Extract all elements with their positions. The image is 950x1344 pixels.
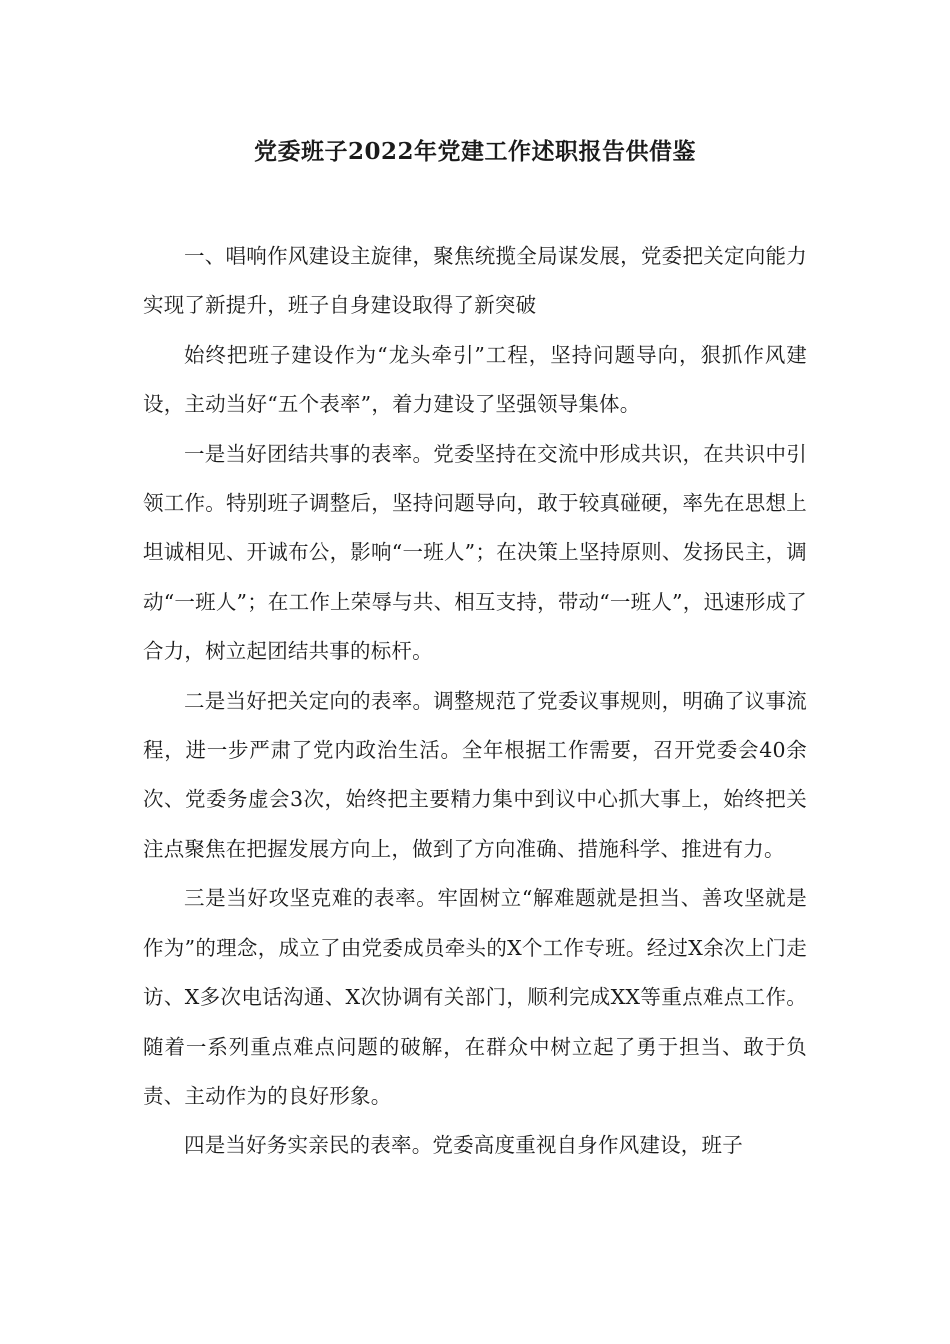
paragraph-point-two: 二是当好把关定向的表率。调整规范了党委议事规则，明确了议事流程，进一步严肃了党内政治生活。全年根据工作需要，召开党委会40余次、党委务虚会3次，始终把主要精力集中到议中心抓大事上，始终把关注点聚焦在把握发展方向上，做到了方向准确、措施科学、推进有力。 <box>143 688 807 861</box>
paragraph-point-one: 一是当好团结共事的表率。党委坚持在交流中形成共识，在共识中引领工作。特别班子调整后，坚持问题导向，敢于较真碰硬，率先在思想上坦诚相见、开诚布公，影响“一班人”；在决策上坚持原则、发扬民主，调动“一班人”；在工作上荣辱与共、相互支持，带动“一班人”，迅速形成了合力，树立起团结共事的标杆。 <box>143 441 807 664</box>
paragraph-point-three: 三是当好攻坚克难的表率。牢固树立“解难题就是担当、善攻坚就是作为”的理念，成立了由党委成员牵头的X个工作专班。经过X余次上门走访、X多次电话沟通、X次协调有关部门，顺利完成XX等重点难点工作。随着一系列重点难点问题的破解，在群众中树立起了勇于担当、敢于负责、主动作为的良好形象。 <box>143 886 807 1108</box>
document-title: 党委班子2022年党建工作述职报告供借鉴 <box>253 138 696 165</box>
document-body <box>143 232 807 1171</box>
paragraph-point-four: 四是当好务实亲民的表率。党委高度重视自身作风建设，班子 <box>184 1133 743 1158</box>
paragraph-intro: 始终把班子建设作为“龙头牵引”工程，坚持问题导向，狠抓作风建设，主动当好“五个表率”，着力建设了坚强领导集体。 <box>143 342 807 417</box>
paragraph-section-heading: 一、唱响作风建设主旋律，聚焦统揽全局谋发展，党委把关定向能力实现了新提升，班子自身建设取得了新突破 <box>143 244 807 318</box>
